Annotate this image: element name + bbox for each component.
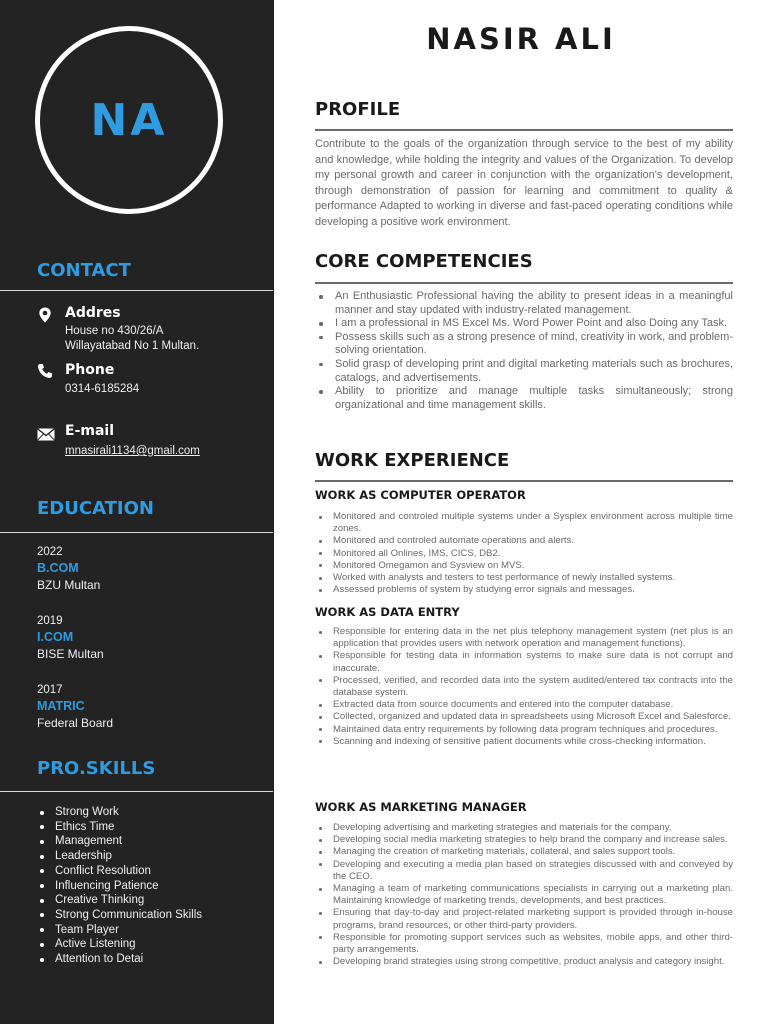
skill-item: Attention to Detai: [37, 952, 202, 967]
competency-item: Ability to prioritize and manage multiple tasks simultaneously; strong organizational and time management skills.: [315, 385, 733, 412]
skills-divider: [0, 791, 273, 792]
education-heading: EDUCATION: [37, 498, 154, 519]
address-title: Addres: [65, 305, 121, 321]
competencies-divider: [315, 282, 733, 284]
job-duties-list: [315, 822, 733, 968]
education-school: BISE Multan: [37, 647, 104, 661]
job-duty-item: Monitored and controled multiple systems under a Sysplex environment across multiple time zones.: [315, 511, 733, 535]
skill-item: Creative Thinking: [37, 893, 202, 908]
education-year: 2019: [37, 615, 63, 627]
job-duty-item: Monitored Omegamon and Sysview on MVS.: [315, 560, 733, 572]
job-duty-item: Responsible for entering data in the net plus telephony management system (net plus is an application that provides users with network operation and management functions).: [315, 626, 733, 650]
avatar: [35, 26, 223, 214]
skill-item: Strong Work: [37, 805, 202, 820]
education-degree: B.COM: [37, 561, 79, 575]
job-duty-item: Developing advertising and marketing strategies and materials for the company.: [315, 822, 733, 834]
education-degree: MATRIC: [37, 699, 85, 713]
education-year: 2022: [37, 546, 63, 558]
job-duty-item: Managing a team of marketing communications specialists in carrying out a marketing plan. Maintaining knowledge of marketing trends, developments, and best practices.: [315, 883, 733, 907]
job-duty-item: Developing social media marketing strategies to help brand the company and increase sales.: [315, 834, 733, 846]
job-duty-item: Ensuring that day-to-day and project-related marketing support is provided through in-house programs, brand resources, or other third-party providers.: [315, 907, 733, 931]
phone-title: Phone: [65, 362, 115, 378]
location-pin-icon: [37, 307, 53, 323]
competency-item: Possess skills such as a strong presence of mind, creativity in work, and problem-solving orientation.: [315, 331, 733, 358]
skill-item: Influencing Patience: [37, 879, 202, 894]
skill-item: Strong Communication Skills: [37, 908, 202, 923]
email-link[interactable]: mnasirali1134@gmail.com: [65, 445, 200, 457]
skills-list: [37, 805, 202, 967]
experience-divider: [315, 480, 733, 482]
job-duty-item: Extracted data from source documents and entered into the computer database.: [315, 699, 733, 711]
job-duty-item: Developing and executing a media plan based on strategies discussed with and conveyed by the CEO.: [315, 859, 733, 883]
job-title: WORK AS COMPUTER OPERATOR: [315, 488, 526, 502]
address-line-2: Willayatabad No 1 Multan.: [65, 340, 200, 352]
skill-item: Active Listening: [37, 937, 202, 952]
job-duty-item: Processed, verified, and recorded data into the system audited/entered tax contracts into the database system.: [315, 675, 733, 699]
skills-heading: PRO.SKILLS: [37, 758, 156, 779]
job-duty-item: Managing the creation of marketing materials, collateral, and sales support tools.: [315, 846, 733, 858]
resume-name: NASIR ALI: [426, 22, 616, 56]
job-duty-item: Monitored all Onlines, IMS, CICS, DB2.: [315, 548, 733, 560]
avatar-initials: NA: [90, 94, 168, 146]
job-duty-item: Responsible for testing data in information systems to make sure data is not corrupt and inaccurate.: [315, 650, 733, 674]
education-school: Federal Board: [37, 716, 114, 730]
job-title: WORK AS MARKETING MANAGER: [315, 800, 527, 814]
address-line-1: House no 430/26/A: [65, 325, 164, 337]
profile-text: Contribute to the goals of the organization through service to the best of my ability and knowledge, while holding the integrity and values of the Organization. To develop my personal growth and career in conjunction with the organization's development, through demonstration of passion for learning and commitment to quality & performance Adapted to working in diverse and fast-paced operating conditions while developing a positive work environment.: [315, 138, 733, 228]
job-duty-item: Developing brand strategies using strong competitive, product analysis and category insight.: [315, 956, 733, 968]
contact-divider: [0, 290, 273, 291]
profile-heading: PROFILE: [315, 99, 401, 120]
sidebar: [0, 0, 274, 1024]
job-duties-list: [315, 511, 733, 596]
competency-item: An Enthusiastic Professional having the ability to present ideas in a meaningful manner and stay updated with industry-related management.: [315, 290, 733, 317]
phone-value: 0314-6185284: [65, 383, 140, 395]
job-title: WORK AS DATA ENTRY: [315, 605, 460, 619]
contact-heading: CONTACT: [37, 260, 131, 281]
job-duty-item: Responsible for promoting support services such as websites, mobile apps, and other third-party arrangements.: [315, 932, 733, 956]
education-degree: I.COM: [37, 630, 74, 644]
email-title: E-mail: [65, 423, 115, 439]
profile-divider: [315, 129, 733, 131]
job-duty-item: Maintained data entry requirements by following data program techniques and procedures.: [315, 724, 733, 736]
education-year: 2017: [37, 684, 63, 696]
envelope-icon: [37, 428, 55, 441]
education-school: BZU Multan: [37, 578, 101, 592]
education-divider: [0, 532, 273, 533]
job-duty-item: Worked with analysts and testers to test performance of newly installed systems.: [315, 572, 733, 584]
job-duty-item: Monitored and controled automate operations and alerts.: [315, 535, 733, 547]
phone-icon: [37, 363, 53, 379]
skill-item: Ethics Time: [37, 820, 202, 835]
skill-item: Management: [37, 834, 202, 849]
job-duty-item: Collected, organized and updated data in spreadsheets using Microsoft Excel and Salesforce.: [315, 711, 733, 723]
competencies-heading: CORE COMPETENCIES: [315, 251, 533, 272]
job-duty-item: Assessed problems of system by studying error signals and messages.: [315, 584, 733, 596]
skill-item: Conflict Resolution: [37, 864, 202, 879]
skill-item: Team Player: [37, 923, 202, 938]
job-duty-item: Scanning and indexing of sensitive patient documents while cross-checking information.: [315, 736, 733, 748]
competency-item: I am a professional in MS Excel Ms. Word Power Point and also Doing any Task.: [315, 317, 733, 331]
job-duties-list: [315, 626, 733, 748]
competency-item: Solid grasp of developing print and digital marketing materials such as brochures, catalogs, and advertisements.: [315, 358, 733, 385]
competencies-list: [315, 290, 733, 412]
skill-item: Leadership: [37, 849, 202, 864]
experience-heading: WORK EXPERIENCE: [315, 450, 510, 471]
